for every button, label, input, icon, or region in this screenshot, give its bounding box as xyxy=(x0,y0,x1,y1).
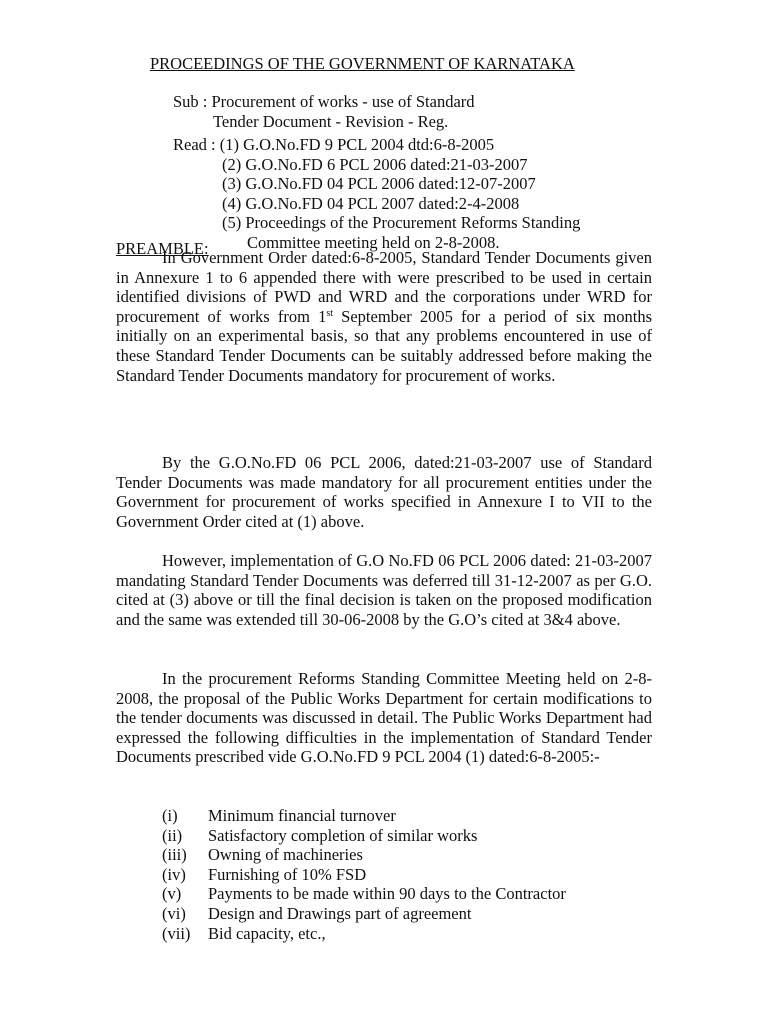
paragraph-4: In the procurement Reforms Standing Committee Meeting held on 2-8-2008, the proposal of the Public Works Department for certain modifications to the tender documents was discussed in detail. The Public Works Department had expressed the following difficulties in the implementation of Standard Tender Documents prescribed vide G.O.No.FD 9 PCL 2004 (1) dated:6-8-2005:- xyxy=(116,669,652,767)
list-item xyxy=(162,826,566,846)
reference-1: Read : (1) G.O.No.FD 9 PCL 2004 dtd:6-8-2005 xyxy=(173,135,495,154)
subject-line-2: Tender Document - Revision - Reg. xyxy=(213,111,449,131)
reference-5: (5) Proceedings of the Procurement Reforms Standing xyxy=(222,213,581,233)
list-item xyxy=(162,924,566,944)
list-item-number: (v) xyxy=(162,884,182,904)
document-title: PROCEEDINGS OF THE GOVERNMENT OF KARNATAKA xyxy=(150,54,575,73)
list-item-number: (iv) xyxy=(162,864,186,884)
list-item xyxy=(162,806,566,826)
list-item-number: (i) xyxy=(162,806,178,825)
paragraph-1-text-b: September 2005 for a period of six months initially on an experimental basis, so that any problems encountered in use of these Standard Tender Documents can be suitably addressed before making the Standard Tender Documents mandatory for procurement of works. xyxy=(116,306,652,385)
list-item-number: (ii) xyxy=(162,825,183,845)
paragraph-2: By the G.O.No.FD 06 PCL 2006, dated:21-03-2007 use of Standard Tender Documents was made mandatory for all procurement entities under the Government for procurement of works specified in Annexure I to VII to the Government Order cited at (1) above. xyxy=(116,453,652,531)
list-item xyxy=(162,904,566,924)
list-item-number: (vi) xyxy=(162,903,186,923)
list-item-text: Minimum financial turnover xyxy=(208,806,396,825)
paragraph-1-text-a: In Government Order dated:6-8-2005, Standard Tender Documents given in Annexure 1 to 6 appended there with were prescribed to be used in certain identified divisions of PWD and WRD and the corporations under WRD for procurement of works from 1 xyxy=(116,248,652,326)
ordinal-suffix: st xyxy=(326,307,334,319)
list-item xyxy=(162,884,566,904)
reference-5-continuation: Committee meeting held on 2-8-2008. xyxy=(247,232,500,252)
subject-block xyxy=(173,92,475,131)
list-item-text: Furnishing of 10% FSD xyxy=(208,864,367,884)
preamble-heading: PREAMBLE: xyxy=(116,239,209,258)
reference-4: (4) G.O.No.FD 04 PCL 2007 dated:2-4-2008 xyxy=(222,193,520,213)
list-item-number: (vii) xyxy=(162,923,191,943)
references-block xyxy=(173,135,580,253)
difficulties-list xyxy=(162,806,566,943)
paragraph-1 xyxy=(116,248,652,385)
reference-2: (2) G.O.No.FD 6 PCL 2006 dated:21-03-2007 xyxy=(222,154,528,174)
reference-3: (3) G.O.No.FD 04 PCL 2006 dated:12-07-2007 xyxy=(222,174,536,194)
list-item-text: Bid capacity, etc., xyxy=(208,923,326,943)
list-item-text: Payments to be made within 90 days to the Contractor xyxy=(208,884,566,904)
list-item-text: Design and Drawings part of agreement xyxy=(208,903,472,923)
list-item xyxy=(162,865,566,885)
list-item-text: Satisfactory completion of similar works xyxy=(208,825,478,845)
list-item-number: (iii) xyxy=(162,845,187,865)
list-item xyxy=(162,845,566,865)
subject-line-1: Sub : Procurement of works - use of Standard xyxy=(173,92,475,111)
paragraph-3: However, implementation of G.O No.FD 06 PCL 2006 dated: 21-03-2007 mandating Standard Tender Documents was deferred till 31-12-2007 as per G.O. cited at (3) above or till the final decision is taken on the proposed modification and the same was extended till 30-06-2008 by the G.O’s cited at 3&4 above. xyxy=(116,551,652,629)
list-item-text: Owning of machineries xyxy=(208,845,363,865)
